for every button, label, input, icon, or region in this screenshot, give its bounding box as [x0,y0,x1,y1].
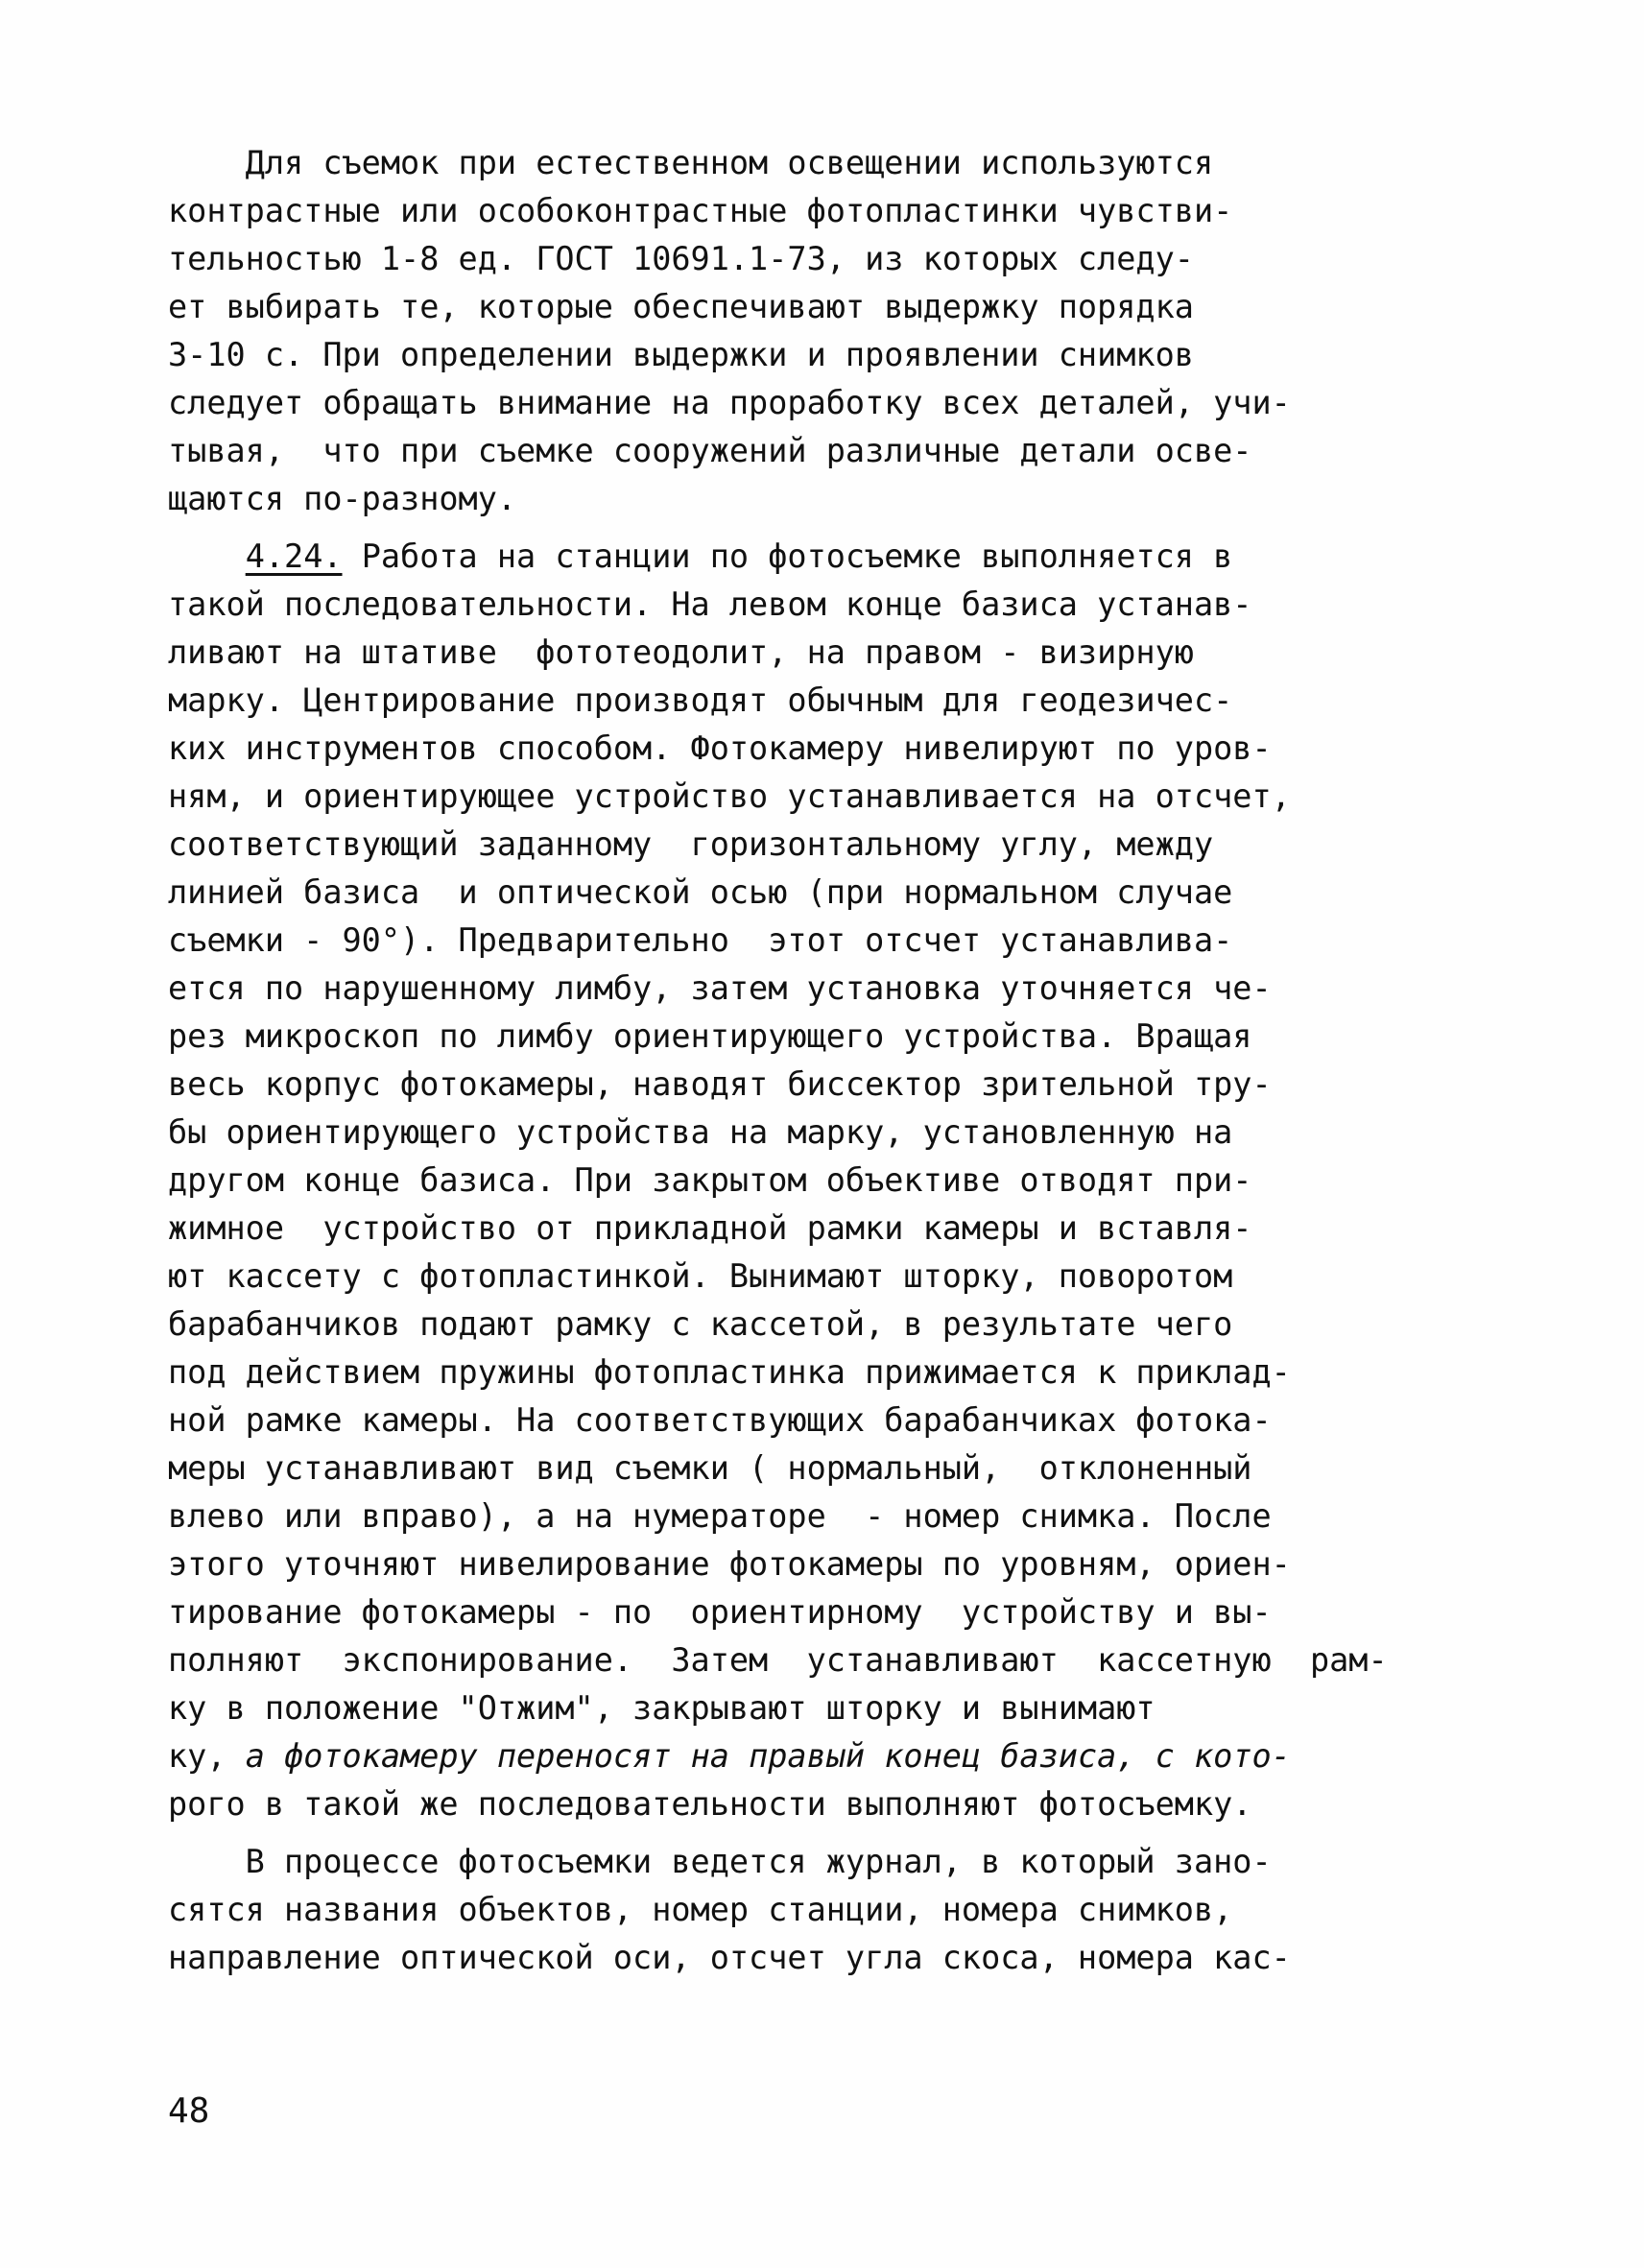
paragraph-gap [168,1828,1473,1838]
text-line: ется по нарушенному лимбу, затем установка уточняется че- [168,969,1272,1007]
text-line: ливают на штативе фототеодолит, на правом - визирную [168,633,1194,671]
text-line: щаются по-разному. [168,480,517,517]
text-line: 3-10 с. При определении выдержки и проявлении снимков [168,336,1194,373]
text-line: тельностью 1-8 ед. ГОСТ 10691.1-73, из которых следу- [168,240,1194,277]
text-line: тывая, что при съемке сооружений различные детали осве- [168,432,1252,469]
text-line: сятся названия объектов, номер станции, номера снимков, [168,1891,1233,1928]
italic-text: а фотокамеру переносят на правый конец базиса, с кото- [245,1737,1291,1775]
text-line: рого в такой же последовательности выполняют фотосъемку. [168,1785,1252,1823]
text-line: под действием пружины фотопластинка прижимается к приклад- [168,1353,1291,1391]
text-line: В процессе фотосъемки ведется журнал, в который зано- [168,1843,1272,1880]
text-line: съемки - 90°). Предварительно этот отсчет устанавлива- [168,921,1233,959]
text-line [168,533,1473,581]
text-line: бы ориентирующего устройства на марку, установленную на [168,1113,1233,1151]
text-line: весь корпус фотокамеры, наводят биссектор зрительной тру- [168,1065,1272,1103]
paragraph [168,139,1473,523]
text-line: линией базиса и оптической осью (при нормальном случае [168,873,1233,911]
page-body-text [168,139,1473,1982]
text-line: ку в положение "Отжим", закрывают шторку и вынимают [168,1689,1156,1727]
text-line: ням, и ориентирующее устройство устанавливается на отсчет, [168,777,1291,815]
text-line: следует обращать внимание на проработку всех деталей, учи- [168,384,1291,421]
text-line: марку. Центрирование производят обычным для геодезичес- [168,681,1233,719]
paragraph-gap [168,523,1473,533]
text-line: другом конце базиса. При закрытом объективе отводят при- [168,1161,1252,1199]
text-line: меры устанавливают вид съемки ( нормальный, отклоненный [168,1449,1252,1487]
text-line: барабанчиков подают рамку с кассетой, в результате чего [168,1305,1233,1343]
text-line: соответствующий заданному горизонтальному углу, между [168,825,1214,863]
paragraph [168,533,1473,1828]
section-number: 4.24. [245,537,343,575]
page-number: 48 [168,2091,210,2131]
text-line: ной рамке камеры. На соответствующих барабанчиках фотока- [168,1401,1272,1439]
text-line: ет выбирать те, которые обеспечивают выдержку порядка [168,288,1194,325]
text-line: направление оптической оси, отсчет угла скоса, номера кас- [168,1939,1291,1976]
text-line: контрастные или особоконтрастные фотопластинки чувстви- [168,192,1233,229]
text-fragment: ку, [168,1737,246,1775]
text-line: такой последовательности. На левом конце базиса устанав- [168,585,1252,623]
text-line: полняют экспонирование. Затем устанавливают кассетную рам- [168,1641,1388,1679]
text-line: рез микроскоп по лимбу ориентирующего устройства. Вращая [168,1017,1252,1055]
text-fragment: Работа на станции по фотосъемке выполняется в [342,537,1233,575]
text-line: жимное устройство от прикладной рамки камеры и вставля- [168,1209,1252,1247]
text-line: ких инструментов способом. Фотокамеру нивелируют по уров- [168,729,1272,767]
text-line [168,1732,1473,1780]
paragraph-indent [168,537,246,575]
text-line: ют кассету с фотопластинкой. Вынимают шторку, поворотом [168,1257,1233,1295]
text-line: тирование фотокамеры - по ориентирному устройству и вы- [168,1593,1272,1631]
text-line: этого уточняют нивелирование фотокамеры по уровням, ориен- [168,1545,1291,1583]
text-line: Для съемок при естественном освещении используются [168,144,1214,181]
text-line: влево или вправо), а на нумераторе - номер снимка. После [168,1497,1272,1535]
paragraph [168,1838,1473,1982]
